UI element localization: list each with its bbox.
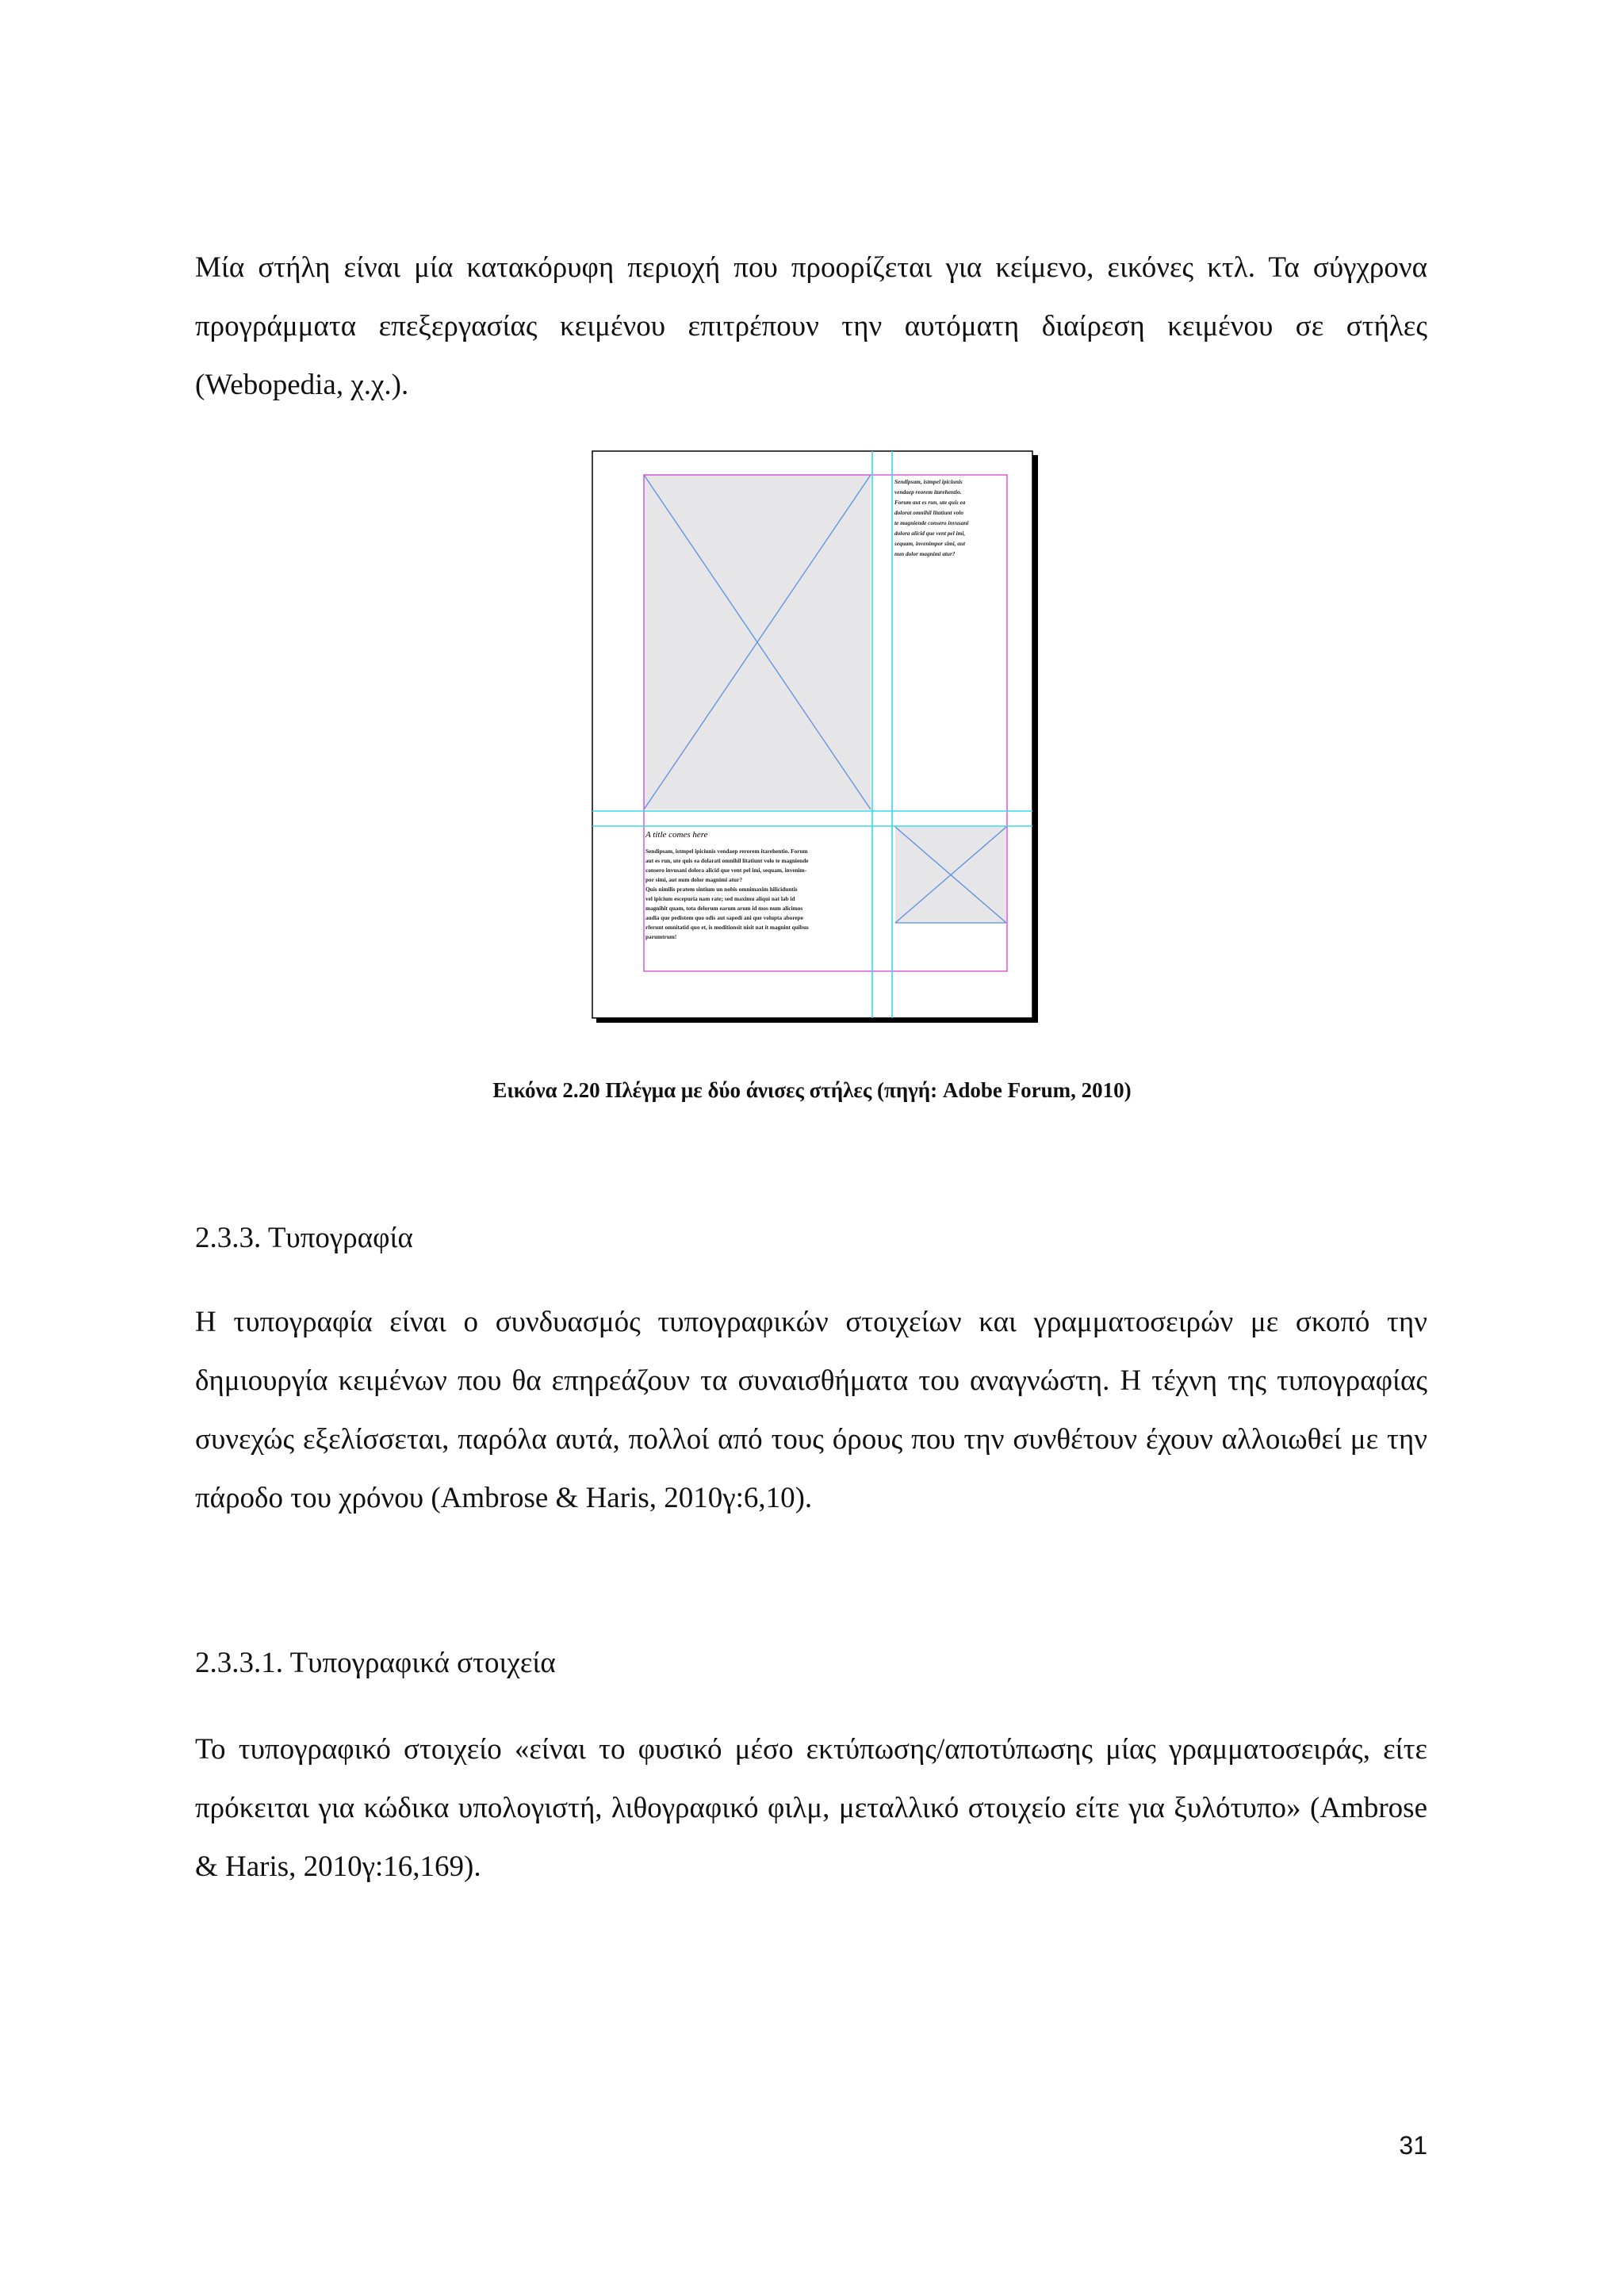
image-placeholder-small <box>895 827 1006 923</box>
body-text-line: aut es run, ute quis ea dolarati omnihil litatiunt volo te magniende <box>645 857 809 864</box>
side-text-line: nun dolor magnimi atur? <box>894 550 956 557</box>
side-text-line: Sendipsam, istmpel ipiciunis <box>894 478 963 485</box>
body-text-line: Quis nimilis pratem sintium un nobis omnimaxim hiliciduntis <box>645 886 798 893</box>
body-text-line: por simi, aut num dolor magnimi atur? <box>645 876 742 883</box>
paragraph-typographic-elements: Το τυπογραφικό στοιχείο «είναι το φυσικό μέσο εκτύπωσης/αποτύπωσης μίας γραμματοσειράς, είτε πρόκειται για κώδικα υπολογιστή, λιθογραφικό φιλμ, μεταλλικό στοιχείο είτε για ξυλότυπο» (Ambrose & Haris, 2010γ:16,169). <box>195 1733 1427 1883</box>
paragraph-columns: Μία στήλη είναι μία κατακόρυφη περιοχή που προορίζεται για κείμενο, εικόνες κτλ. Τα σύγχρονα προγράμματα επεξεργασίας κειμένου επιτρέπουν την αυτόματη διαίρεση κειμένου σε στήλες (Webopedia, χ.χ.). <box>195 251 1427 401</box>
body-text-line: consero invusani dolora alicid que vent pel imi, sequam, invenim- <box>645 867 807 874</box>
side-text-line: te magniende consero invusani <box>894 519 969 526</box>
paragraph-typography: Η τυπογραφία είναι ο συνδυασμός τυπογραφικών στοιχείων και γραμματοσειρών με σκοπό την δημιουργία κειμένων που θα επηρεάζουν τα συναισθήματα του αναγνώστη. Η τέχνη της τυπογραφίας συνεχώς εξελίσσεται, παρόλα αυτά, πολλοί από τους όρους που την συνθέτουν έχουν αλλοιωθεί με την πάροδο του χρόνου (Ambrose & Haris, 2010γ:6,10). <box>195 1306 1427 1514</box>
side-text-line: sequam, invenimpor simi, aut <box>894 540 965 547</box>
body-text-line: vel ipicium escepuria nam rate; sed maximu aliqui nat lab id <box>645 895 795 902</box>
body-text-line: Sendipsam, istmpel ipiciunis vendaep rerorem itarehentio. Forum <box>645 848 808 855</box>
body-text-line: parumtrum! <box>645 933 677 940</box>
side-text-line: Forum aut es run, ute quis ea <box>894 499 966 506</box>
image-placeholder-large <box>644 475 871 809</box>
section-heading-typographic-elements: 2.3.3.1. Τυπογραφικά στοιχεία <box>195 1647 556 1679</box>
page-number: 31 <box>1399 2131 1427 2160</box>
body-text-line: magnihit quam, tota delorum earum arum id mos num alicimos <box>645 905 803 912</box>
figure-two-unequal-columns <box>592 450 1040 1024</box>
section-heading-typography: 2.3.3. Τυπογραφία <box>195 1222 413 1254</box>
side-text-line: vendaep reorem itarehentio. <box>894 488 962 496</box>
figure-caption: Εικόνα 2.20 Πλέγμα με δύο άνισες στήλες (πηγή: Adobe Forum, 2010) <box>492 1078 1132 1102</box>
side-text-line: dolorat omnihil litatiunt volo <box>894 509 963 516</box>
side-text-line: dolora alicid que vent pel imi, <box>894 530 966 537</box>
body-text-line: rferunt omnitatid quo et, is moditionsit nisit nat it magnint quibus <box>645 924 809 931</box>
figure-title-text: A title comes here <box>645 830 708 840</box>
grid-layout-illustration <box>592 450 1040 1024</box>
body-text-line: audia que pedistem quo odis aut sapedi ani que volupta aborepe <box>645 914 803 921</box>
